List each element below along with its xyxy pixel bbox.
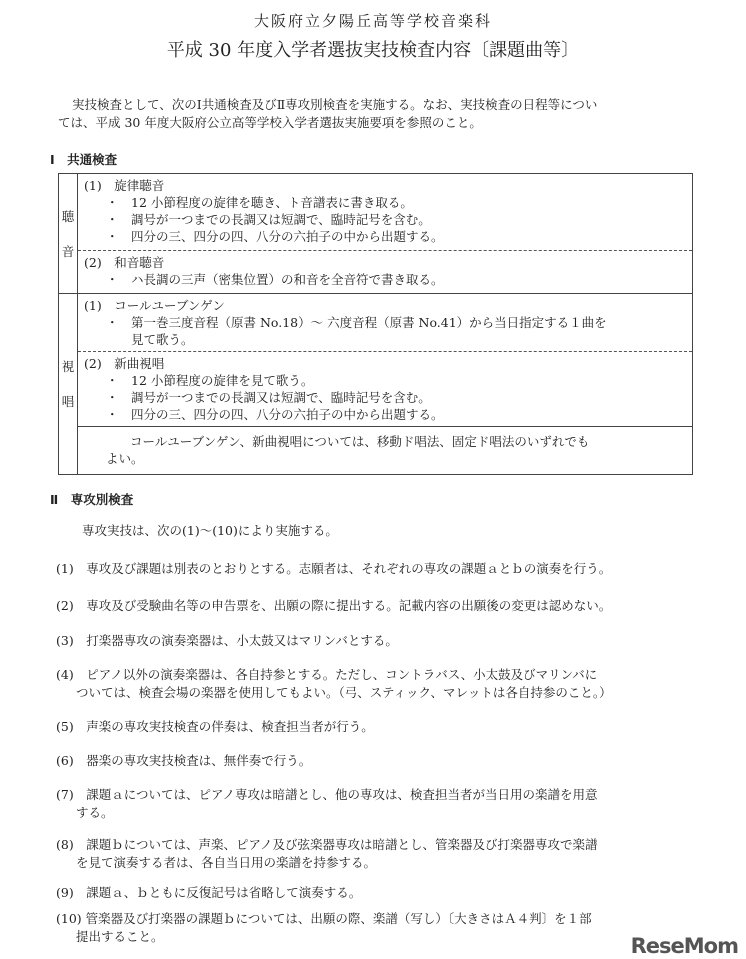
- sight-singing-label: [59, 294, 78, 475]
- block-chorubungen: (1) コールユーブンゲン ・ 第一巻三度音程（原書 No.18）～ 六度音程（原書 No.41）から当日指定する１曲を 見て歌う。: [78, 294, 693, 352]
- intro-line-1: 実技検査として、次のⅠ共通検査及びⅡ専攻別検査を実施する。なお、実技検査の日程等につい: [72, 97, 598, 112]
- item-4: (4) ピアノ以外の演奏楽器は、各自持参とする。ただし、コントラバス、小太鼓及びマリンバに ついては、検査会場の楽器を使用してもよい。（弓、スティック、マレットは各自持参のこと。）: [56, 667, 612, 700]
- block-new-sight-singing: (2) 新曲視唱 ・ 12 小節程度の旋律を見て歌う。 ・ 調号が一つまでの長調又は短調で、臨時記号を含む。 ・ 四分の三、四分の四、八分の六拍子の中から出題する。: [78, 352, 693, 427]
- block-harmony-dictation: (2) 和音聴音 ・ ハ長調の三声（密集位置）の和音を全音符で書き取る。: [78, 251, 693, 294]
- listening-label: [59, 174, 78, 294]
- item-7: (7) 課題ａについては、ピアノ専攻は暗譜とし、他の専攻は、検査担当者が当日用の楽譜を用意 する。: [56, 787, 598, 820]
- page-title: 平成 30 年度入学者選抜実技検査内容〔課題曲等〕: [166, 40, 580, 61]
- item-2: (2) 専攻及び受験曲名等の申告票を、出願の際に提出する。記載内容の出願後の変更は認めない。: [56, 598, 612, 613]
- sight-label-char: 唱: [61, 394, 75, 409]
- item-8: (8) 課題ｂについては、声楽、ピアノ及び弦楽器専攻は暗譜とし、管楽器及び打楽器専攻で楽譜 を見て演奏する者は、各自当日用の楽譜を持参する。: [56, 837, 598, 870]
- intro-line-2: ては、平成 30 年度大阪府公立高等学校入学者選抜実施要項を参照のこと。: [58, 115, 482, 130]
- item-6: (6) 器楽の専攻実技検査は、無伴奏で行う。: [56, 753, 312, 768]
- item-3: (3) 打楽器専攻の演奏楽器は、小太鼓又はマリンバとする。: [56, 633, 398, 648]
- sight-label-char: 視: [61, 359, 75, 374]
- item-5: (5) 声楽の専攻実技検査の伴奏は、検査担当者が行う。: [56, 719, 374, 734]
- section2-lead: 専攻実技は、次の(1)～(10)により実施する。: [82, 523, 338, 538]
- resemom-watermark-logo: ReseMom: [630, 934, 738, 958]
- item-1: (1) 専攻及び課題は別表のとおりとする。志願者は、それぞれの専攻の課題ａとｂの演奏を行う。: [56, 561, 612, 576]
- item-9: (9) 課題ａ、ｂともに反復記号は省略して演奏する。: [56, 885, 362, 900]
- common-exam-table: [58, 173, 693, 475]
- item-10: (10) 管楽器及び打楽器の課題ｂについては、出願の際、楽譜（写し）〔大きさはＡ４判〕を１部 提出すること。: [56, 911, 592, 944]
- listening-label-char: 聴: [61, 208, 75, 224]
- block-melody-dictation: (1) 旋律聴音 ・ 12 小節程度の旋律を聴き、ト音譜表に書き取る。 ・ 調号が一つまでの長調又は短調で、臨時記号を含む。 ・ 四分の三、四分の四、八分の六拍子の中から出題する。: [78, 174, 693, 251]
- solfege-note: コールユーブンゲン、新曲視唱については、移動ド唱法、固定ド唱法のいずれでも よい。: [78, 427, 693, 475]
- section2-heading: Ⅱ 専攻別検査: [50, 492, 134, 507]
- school-name: 大阪府立夕陽丘高等学校音楽科: [253, 12, 492, 30]
- listening-label-char: 音: [61, 243, 75, 259]
- section1-heading: Ⅰ 共通検査: [50, 152, 118, 167]
